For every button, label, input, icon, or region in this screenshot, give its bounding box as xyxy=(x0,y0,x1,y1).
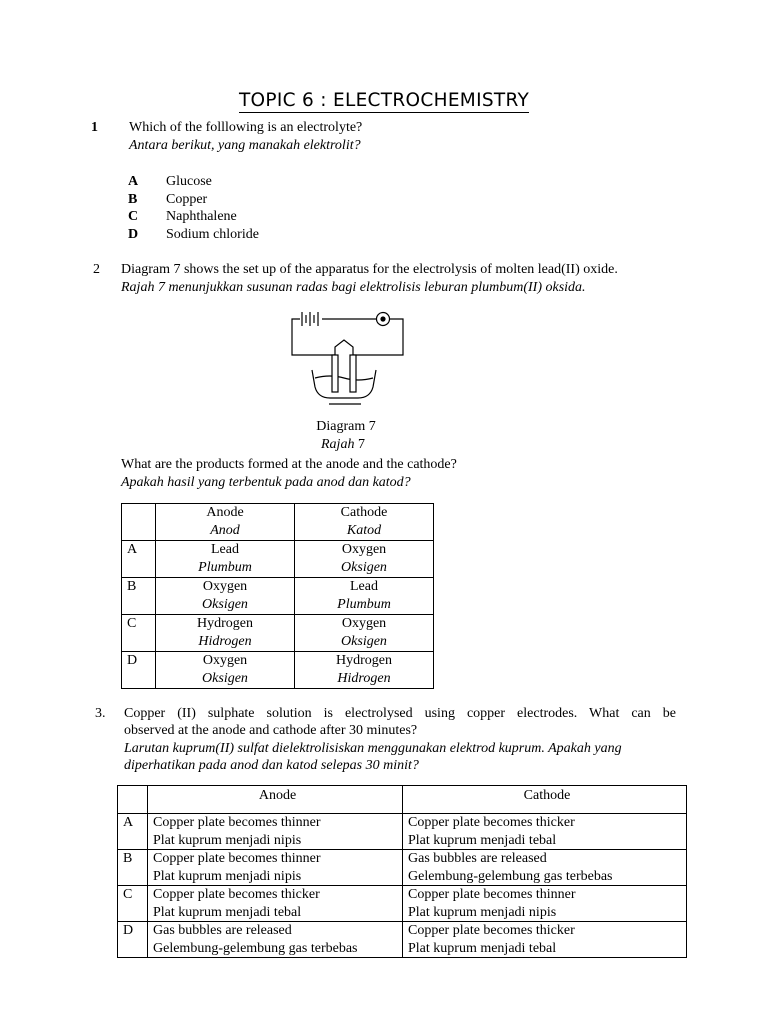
anode-electrode xyxy=(332,355,338,392)
cathode-ms: Gelembung-gelembung gas terbebas xyxy=(408,868,613,884)
anode-ms: Gelembung-gelembung gas terbebas xyxy=(153,940,358,956)
row-letter: D xyxy=(122,652,156,689)
q1-option-d-letter: D xyxy=(128,226,139,242)
cathode-ms: Plat kuprum menjadi tebal xyxy=(408,940,557,956)
cathode-en: Hydrogen xyxy=(336,653,392,668)
q3-question-ms-line1: Larutan kuprum(II) sulfat dielektrolisiskan menggunakan elektrod kuprum. Apakah yang xyxy=(124,741,622,756)
q1-option-a-text: Glucose xyxy=(166,174,212,189)
cathode-en: Oxygen xyxy=(341,616,387,631)
header-anode-ms: Anod xyxy=(210,523,240,538)
table-header-row xyxy=(118,786,687,814)
q1-option-d-text: Sodium chloride xyxy=(166,226,259,242)
row-letter: D xyxy=(118,922,148,958)
table-row xyxy=(118,886,687,922)
q2-question-ms: Apakah hasil yang terbentuk pada anod dan katod? xyxy=(121,475,411,490)
header-cathode-en: Cathode xyxy=(340,505,388,520)
q3-question-ms-line2: diperhatikan pada anod dan katod selepas 30 minit? xyxy=(124,758,419,773)
crucible xyxy=(312,370,376,398)
circuit-wire-right xyxy=(353,319,403,355)
q1-option-a-letter: A xyxy=(128,174,139,189)
cathode-ms: Oksigen xyxy=(341,634,387,649)
page-title xyxy=(0,92,768,110)
q1-option-c-letter: C xyxy=(128,209,139,224)
anode-en: Copper plate becomes thinner xyxy=(153,815,321,830)
anode-en: Hydrogen xyxy=(197,616,253,631)
cathode-ms: Plat kuprum menjadi nipis xyxy=(408,904,557,920)
header-cathode: Cathode xyxy=(403,786,687,814)
q1-question-ms: Antara berikut, yang manakah elektrolit? xyxy=(129,138,361,153)
row-letter: B xyxy=(122,578,156,615)
q2-number: 2 xyxy=(93,262,100,277)
q3-answer-table xyxy=(117,785,687,958)
diagram-caption-ms: Rajah 7 xyxy=(321,437,365,452)
q1-option-b-text: Copper xyxy=(166,191,208,207)
table-row xyxy=(118,922,687,958)
cathode-ms: Hidrogen xyxy=(337,671,391,686)
table-row xyxy=(122,652,434,689)
header-cathode-ms: Katod xyxy=(346,523,382,538)
anode-en: Copper plate becomes thinner xyxy=(153,851,321,866)
diagram-caption-en: Diagram 7 xyxy=(316,419,376,434)
anode-ms: Plat kuprum menjadi nipis xyxy=(153,832,302,848)
anode-ms: Oksigen xyxy=(202,597,248,612)
row-letter: B xyxy=(118,850,148,886)
anode-ms: Plat kuprum menjadi nipis xyxy=(153,868,302,884)
anode-ms: Oksigen xyxy=(202,671,248,686)
cathode-en: Copper plate becomes thinner xyxy=(408,887,576,902)
anode-ms: Hidrogen xyxy=(198,634,252,649)
anode-en: Lead xyxy=(211,542,239,557)
q2-intro-ms: Rajah 7 menunjukkan susunan radas bagi elektrolisis leburan plumbum(II) oksida. xyxy=(121,280,586,295)
q2-answer-table xyxy=(121,503,434,689)
table-row xyxy=(122,541,434,578)
cathode-en: Oxygen xyxy=(341,542,387,557)
header-anode-en: Anode xyxy=(206,505,244,520)
cathode-en: Lead xyxy=(350,579,378,594)
q1-question-en: Which of the folllowing is an electrolyte? xyxy=(129,120,363,135)
cathode-electrode xyxy=(350,355,356,392)
electrolysis-apparatus-diagram xyxy=(285,302,415,408)
cathode-ms: Plat kuprum menjadi tebal xyxy=(408,832,557,848)
molten-surface xyxy=(315,376,373,380)
table-row xyxy=(122,615,434,652)
electrode-holder xyxy=(335,340,353,355)
table-row xyxy=(118,814,687,850)
cathode-en: Copper plate becomes thicker xyxy=(408,923,575,938)
circuit-wire-left xyxy=(292,319,335,355)
anode-en: Oxygen xyxy=(202,579,248,594)
anode-en: Oxygen xyxy=(202,653,248,668)
row-letter: A xyxy=(118,814,148,850)
q2-intro-en: Diagram 7 shows the set up of the apparatus for the electrolysis of molten lead(II) oxide. xyxy=(121,262,618,277)
cathode-ms: Plumbum xyxy=(337,597,391,612)
anode-ms: Plat kuprum menjadi tebal xyxy=(153,904,302,920)
q3-question-en-line2: observed at the anode and cathode after 30 minutes? xyxy=(124,723,418,738)
table-row xyxy=(122,578,434,615)
cathode-ms: Oksigen xyxy=(341,560,387,575)
q2-question-en: What are the products formed at the anode and the cathode? xyxy=(121,457,457,472)
header-anode: Anode xyxy=(148,786,403,814)
row-letter: A xyxy=(122,541,156,578)
q1-option-b-letter: B xyxy=(128,191,138,207)
cathode-en: Gas bubbles are released xyxy=(408,851,547,866)
page-title-text: TOPIC 6 : ELECTROCHEMISTRY xyxy=(238,90,530,111)
q1-option-c-text: Naphthalene xyxy=(166,209,237,224)
q1-options xyxy=(0,173,768,245)
anode-en: Copper plate becomes thicker xyxy=(153,887,320,902)
table-row xyxy=(118,850,687,886)
row-letter: C xyxy=(118,886,148,922)
q1-number: 1 xyxy=(91,120,98,135)
anode-en: Gas bubbles are released xyxy=(153,923,292,938)
q3-question-en-line1: Copper (II) sulphate solution is electrolysed using copper electrodes. What can be xyxy=(124,706,676,721)
cathode-en: Copper plate becomes thicker xyxy=(408,815,575,830)
q3-number: 3. xyxy=(95,706,106,721)
anode-ms: Plumbum xyxy=(198,560,252,575)
table-header-row xyxy=(122,504,434,541)
row-letter: C xyxy=(122,615,156,652)
bulb-filament xyxy=(381,317,385,321)
